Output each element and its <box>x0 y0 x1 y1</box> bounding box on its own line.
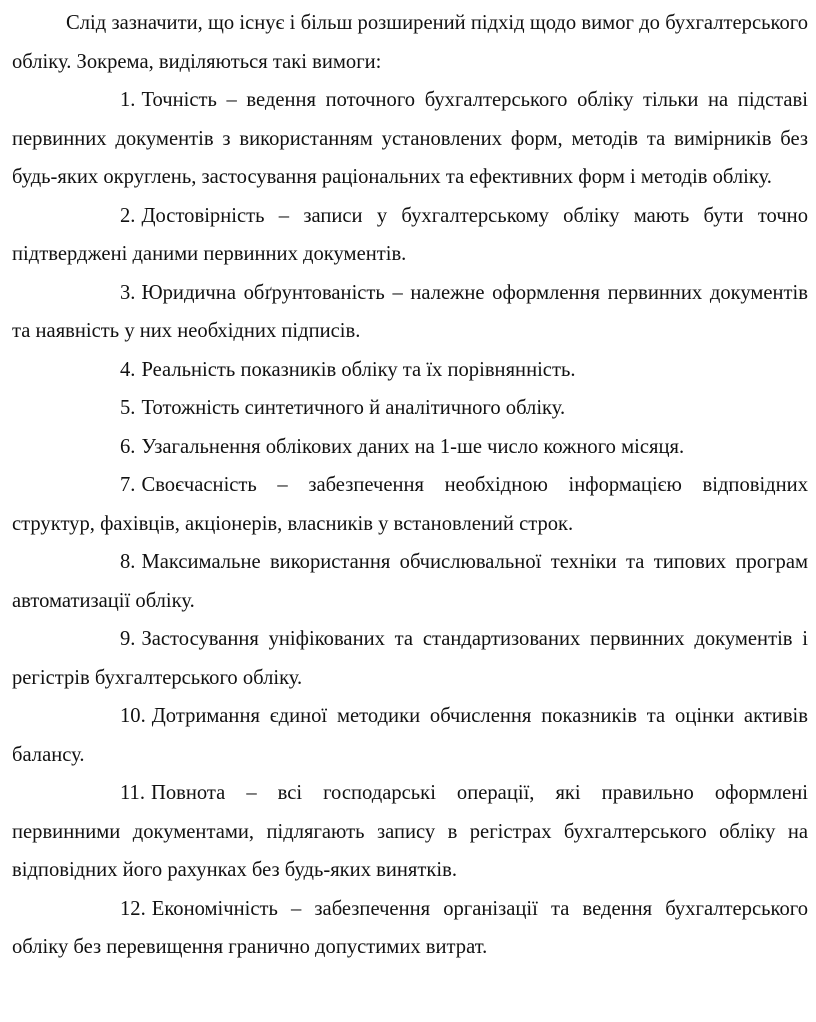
item-number: 2. <box>120 204 136 227</box>
item-text: Узагальнення облікових даних на 1-ше число кожного місяця. <box>141 435 685 458</box>
item-text: Повнота – всі господарські операції, які правильно оформлені первинними документами, підлягають запису в регістрах бухгалтерського обліку на відповідних його рахунках без будь-яких винятків. <box>12 782 808 881</box>
item-text: Тотожність синтетичного й аналітичного обліку. <box>141 397 566 419</box>
list-item-4 <box>12 351 808 390</box>
item-number: 1. <box>120 89 136 111</box>
list-item-1 <box>12 81 808 197</box>
item-number: 4. <box>120 358 136 381</box>
list-item-5 <box>12 389 808 428</box>
item-number: 8. <box>120 551 136 573</box>
item-number: 12. <box>120 897 146 920</box>
list-item-9 <box>12 620 808 697</box>
item-text: Достовірність – записи у бухгалтерському обліку мають бути точно підтверджені даними первинних документів. <box>12 204 808 265</box>
list-item-10 <box>12 697 808 774</box>
item-number: 10. <box>120 705 146 727</box>
item-text: Застосування уніфікованих та стандартизованих первинних документів і регістрів бухгалтерського обліку. <box>12 628 808 689</box>
list-item-8 <box>12 543 808 620</box>
item-text: Економічність – забезпечення організації та ведення бухгалтерського обліку без перевищення гранично допустимих витрат. <box>12 897 808 958</box>
list-item-7 <box>12 466 808 543</box>
document-page <box>12 4 808 967</box>
list-item-12 <box>12 890 808 967</box>
list-item-2 <box>12 197 808 274</box>
item-text: Реальність показників обліку та їх порівнянність. <box>141 358 576 381</box>
item-text: Максимальне використання обчислювальної техніки та типових програм автоматизації обліку. <box>12 551 808 612</box>
item-text: Дотримання єдиної методики обчислення показників та оцінки активів балансу. <box>12 705 808 766</box>
item-number: 3. <box>120 281 136 304</box>
item-text: Юридична обґрунтованість – належне оформлення первинних документів та наявність у них необхідних підписів. <box>12 281 808 342</box>
item-number: 11. <box>120 782 145 804</box>
item-number: 7. <box>120 474 136 496</box>
list-item-3 <box>12 274 808 351</box>
item-number: 6. <box>120 435 136 458</box>
list-item-11 <box>12 774 808 890</box>
item-text: Своєчасність – забезпечення необхідною інформацією відповідних структур, фахівців, акціонерів, власників у встановлений строк. <box>12 474 808 535</box>
item-text: Точність – ведення поточного бухгалтерського обліку тільки на підставі первинних документів з використанням установлених форм, методів та вимірників без будь-яких округлень, застосування раціональних та ефективних форм і методів обліку. <box>12 89 808 188</box>
item-number: 9. <box>120 628 136 650</box>
intro-paragraph: Слід зазначити, що існує і більш розширений підхід щодо вимог до бухгалтерського обліку. Зокрема, виділяються такі вимоги: <box>12 12 808 73</box>
list-item-6 <box>12 428 808 467</box>
item-number: 5. <box>120 397 136 419</box>
